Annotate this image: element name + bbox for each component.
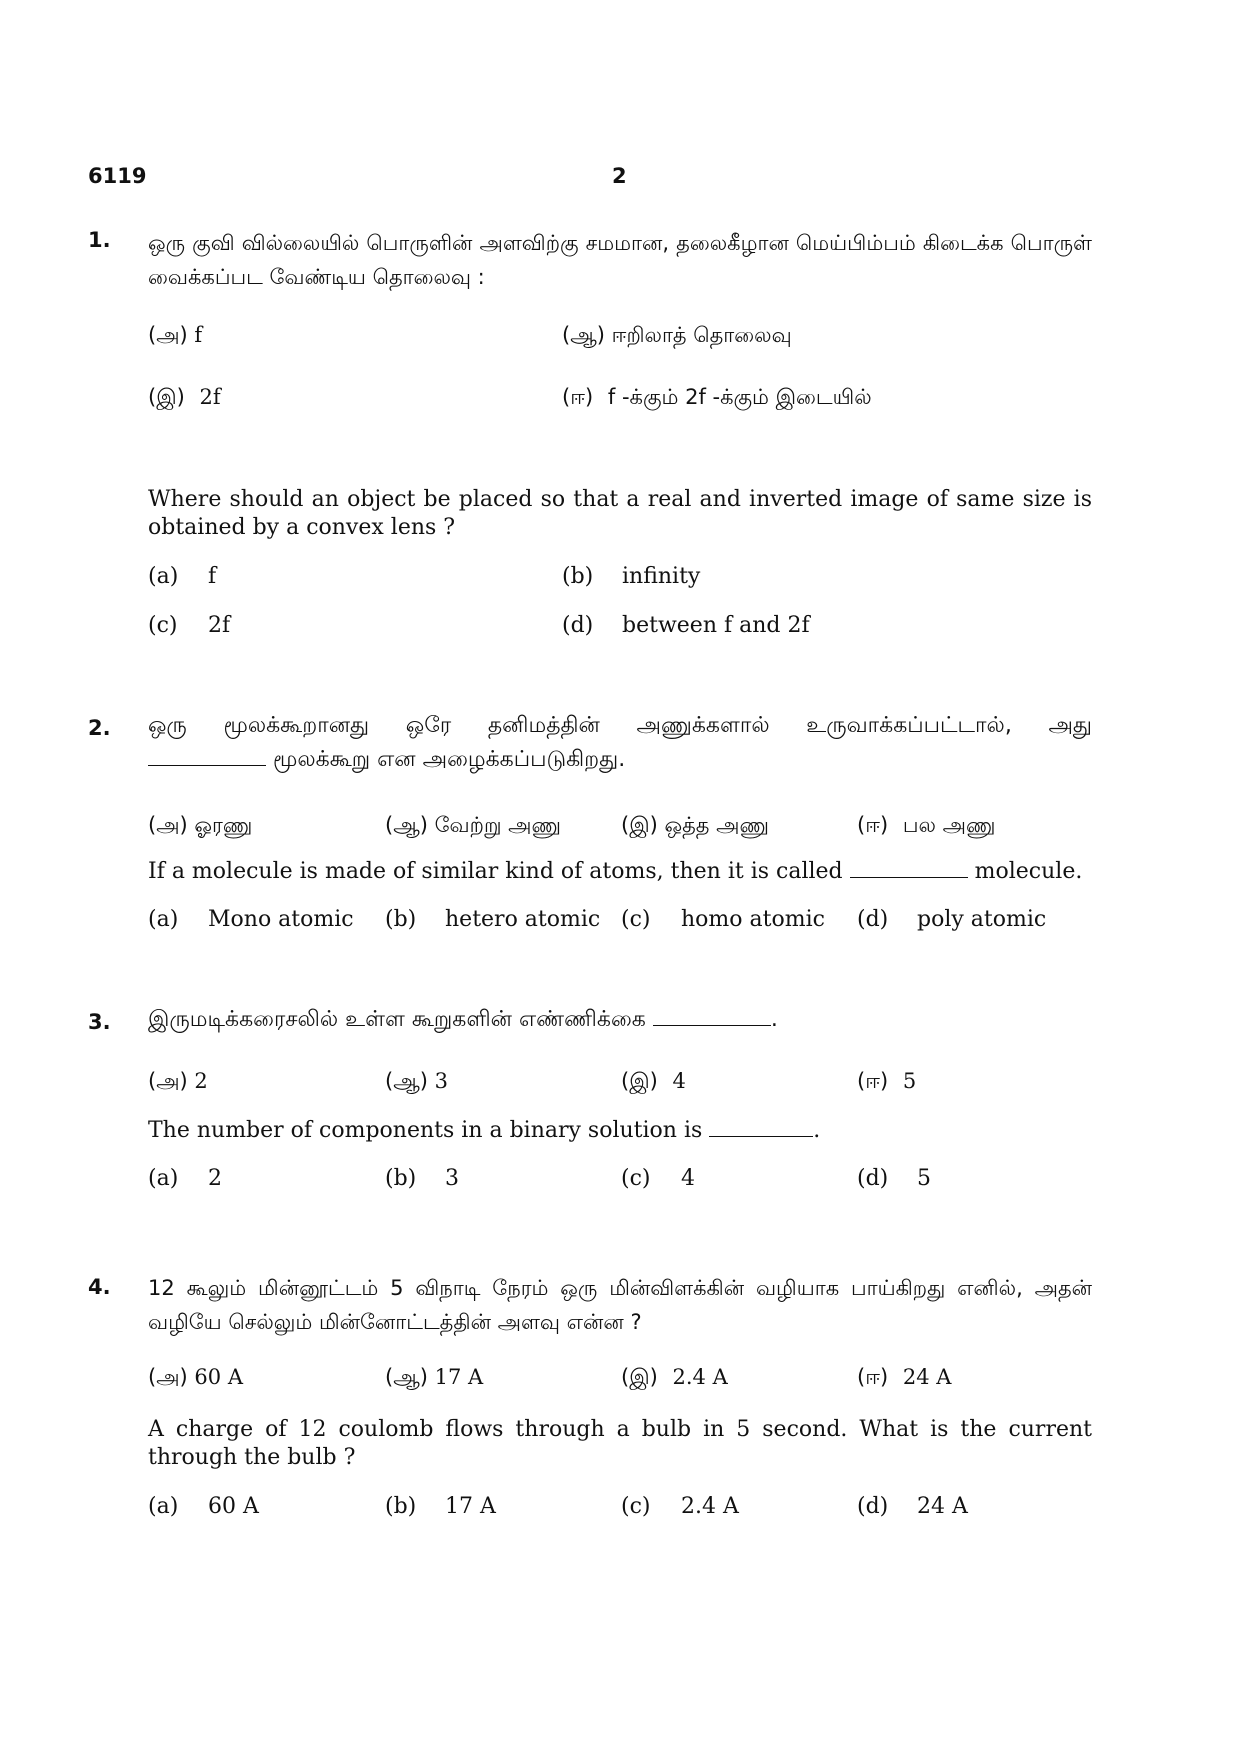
question-text-tamil-pre: இருமடிக்கரைசலில் உள்ள கூறுகளின் எண்ணிக்கை: [148, 1007, 646, 1032]
option-label: (இ): [621, 1365, 658, 1389]
option-label: (b): [385, 1166, 417, 1191]
option-text: 17 A: [434, 1365, 484, 1389]
option-text: 5: [917, 1166, 931, 1191]
option-label: (இ): [621, 813, 658, 837]
option-a[interactable]: [148, 1166, 222, 1191]
option-text: between f and 2f: [622, 613, 810, 638]
option-label: (ஈ): [857, 1365, 889, 1389]
option-c[interactable]: [621, 1166, 695, 1191]
option-text: 60 A: [194, 1365, 243, 1389]
question-text-english: A charge of 12 coulomb flows through a bulb in 5 second. What is the current through the bulb ?: [148, 1417, 1092, 1470]
option-label: (அ): [148, 813, 188, 837]
option-label: (ஈ): [857, 1069, 889, 1093]
question-text-tamil: 12 கூலும் மின்னூட்டம் 5 விநாடி நேரம் ஒரு மின்விளக்கின் வழியாக பாய்கிறது எனில், அதன் வழியே செல்லும் மின்னோட்டத்தின் அளவு என்ன ?: [148, 1276, 1092, 1334]
option-label: (இ): [148, 385, 185, 409]
option-c-tamil[interactable]: [621, 1064, 686, 1098]
option-label: (a): [148, 564, 179, 589]
option-text: 17 A: [445, 1494, 496, 1519]
option-a-tamil[interactable]: [148, 1064, 208, 1098]
option-label: (c): [148, 613, 178, 638]
option-label: (அ): [148, 1069, 188, 1093]
question-text-english: [148, 858, 1082, 886]
question-text-english-pre: If a molecule is made of similar kind of atoms, then it is called: [148, 859, 843, 884]
option-text: 4: [681, 1166, 695, 1191]
option-label: (ஈ): [857, 813, 889, 837]
option-label: (d): [857, 1494, 889, 1519]
option-b-tamil[interactable]: [562, 318, 792, 352]
option-text: homo atomic: [681, 907, 825, 932]
option-c-tamil[interactable]: [148, 380, 221, 414]
question-text-tamil-line2: [148, 746, 625, 774]
question-text-english-post: molecule.: [974, 859, 1083, 884]
option-label: (c): [621, 907, 651, 932]
option-d-tamil[interactable]: [857, 1360, 951, 1394]
question-number: 4.: [88, 1275, 111, 1299]
option-text: ஓரணு: [194, 813, 253, 837]
option-c-tamil[interactable]: [621, 808, 769, 842]
question-number: 1.: [88, 228, 111, 252]
option-text: 4: [672, 1069, 686, 1093]
question-number: 2.: [88, 716, 111, 740]
answer-blank: [148, 747, 266, 766]
option-b-tamil[interactable]: [385, 1360, 483, 1394]
option-text: 24 A: [917, 1494, 968, 1519]
option-label: (d): [857, 1166, 889, 1191]
option-label: (b): [385, 907, 417, 932]
option-text: f: [194, 323, 203, 347]
question-text-tamil: ஒரு குவி வில்லையில் பொருளின் அளவிற்கு சமமான, தலைகீழான மெய்பிம்பம் கிடைக்க பொருள் வைக்கப்பட வேண்டிய தொலைவு :: [148, 231, 1092, 289]
option-d[interactable]: [857, 907, 1046, 932]
question-text-tamil-line1: ஒரு மூலக்கூறானது ஒரே தனிமத்தின் அணுக்களால் உருவாக்கப்பட்டால், அது: [148, 713, 1092, 738]
option-text: 24 A: [902, 1365, 952, 1389]
option-c-tamil[interactable]: [621, 1360, 728, 1394]
option-b[interactable]: [562, 564, 700, 589]
option-a[interactable]: [148, 1494, 259, 1519]
option-label: (a): [148, 907, 179, 932]
option-text: Mono atomic: [208, 907, 354, 932]
option-text: poly atomic: [917, 907, 1047, 932]
option-label: (ஆ): [385, 813, 428, 837]
option-label: (d): [562, 613, 594, 638]
option-text: hetero atomic: [445, 907, 601, 932]
option-text: 3: [445, 1166, 459, 1191]
option-text: 2.4 A: [672, 1365, 728, 1389]
option-text: 2f: [208, 613, 231, 638]
option-label: (a): [148, 1494, 179, 1519]
answer-blank: [850, 859, 968, 878]
option-c[interactable]: [621, 907, 825, 932]
question-text-english-post: .: [813, 1118, 821, 1143]
question-text-english: Where should an object be placed so that a real and inverted image of same size is obtained by a convex lens ?: [148, 487, 1092, 540]
option-text: ஒத்த அணு: [664, 813, 769, 837]
option-label: (b): [385, 1494, 417, 1519]
answer-blank: [709, 1118, 813, 1137]
option-text: பல அணு: [902, 813, 996, 837]
option-label: (b): [562, 564, 594, 589]
question-text-english: [148, 1117, 820, 1145]
option-d-tamil[interactable]: [562, 380, 872, 414]
option-label: (ஆ): [385, 1069, 428, 1093]
option-text: 2: [194, 1069, 208, 1093]
option-label: (அ): [148, 1365, 188, 1389]
option-text: f: [208, 564, 217, 589]
option-text: 60 A: [208, 1494, 259, 1519]
page-number: 2: [612, 164, 627, 188]
option-d[interactable]: [857, 1166, 931, 1191]
option-d[interactable]: [857, 1494, 968, 1519]
answer-blank: [653, 1007, 771, 1026]
option-a[interactable]: [148, 564, 216, 589]
option-b-tamil[interactable]: [385, 808, 561, 842]
option-text: f -க்கும் 2f -க்கும் இடையில்: [607, 385, 872, 409]
option-d-tamil[interactable]: [857, 808, 995, 842]
option-text: 3: [434, 1069, 449, 1093]
option-a-tamil[interactable]: [148, 1360, 243, 1394]
option-b[interactable]: [385, 1494, 496, 1519]
option-a-tamil[interactable]: [148, 808, 252, 842]
question-text-tamil: [148, 1006, 778, 1034]
option-label: (c): [621, 1494, 651, 1519]
option-label: (a): [148, 1166, 179, 1191]
option-label: (ஈ): [562, 385, 594, 409]
option-label: (c): [621, 1166, 651, 1191]
question-text-tamil-post: .: [770, 1007, 778, 1032]
option-text: infinity: [622, 564, 701, 589]
option-d-tamil[interactable]: [857, 1064, 916, 1098]
option-text: 2.4 A: [681, 1494, 739, 1519]
option-a[interactable]: [148, 907, 354, 932]
option-a-tamil[interactable]: [148, 318, 202, 352]
option-c[interactable]: [148, 613, 230, 638]
option-c[interactable]: [621, 1494, 739, 1519]
option-text: ஈறிலாத் தொலைவு: [611, 323, 792, 347]
option-label: (இ): [621, 1069, 658, 1093]
option-label: (d): [857, 907, 889, 932]
option-b-tamil[interactable]: [385, 1064, 448, 1098]
option-text: 2f: [199, 385, 221, 409]
question-text-tamil-rest: மூலக்கூறு என அழைக்கப்படுகிறது.: [273, 747, 626, 772]
option-d[interactable]: [562, 613, 810, 638]
option-label: (ஆ): [385, 1365, 428, 1389]
paper-code: 6119: [88, 164, 147, 188]
option-text: 5: [902, 1069, 917, 1093]
option-label: (அ): [148, 323, 188, 347]
question-number: 3.: [88, 1010, 111, 1034]
question-text-english-pre: The number of components in a binary solution is: [148, 1118, 703, 1143]
option-label: (ஆ): [562, 323, 605, 347]
option-b[interactable]: [385, 907, 600, 932]
option-text: 2: [208, 1166, 222, 1191]
option-b[interactable]: [385, 1166, 459, 1191]
option-text: வேற்று அணு: [434, 813, 561, 837]
